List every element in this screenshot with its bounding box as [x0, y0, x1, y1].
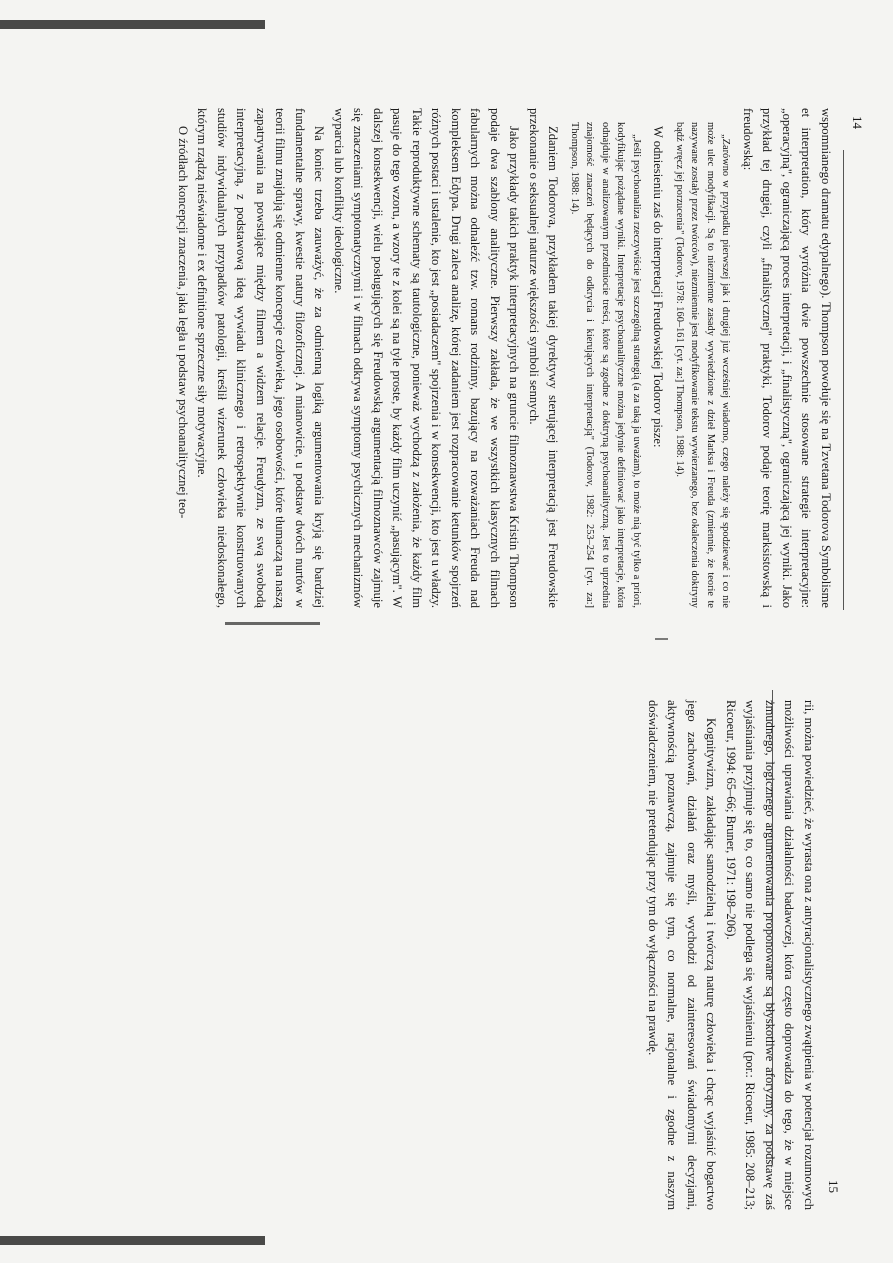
paragraph: rii, można powiedzieć, że wyrasta ona z antyracjonalistycznego zwątpienia w potencjał rozumowych możliwości uprawiania działalności badawczej, która często doprowadza do tego, że w miejsce żmudnego, logicznego argumentowania proponowane są błyskotliwe aforyzmy, za podstawę zaś wyjaśniania przyjmuje się to, co samo nie podlega się wyjaśnieniu (por.: Ricoeur, 1985: 208–213; Ricoeur, 1994: 65–66; Bruner, 1971: 198–206). [724, 700, 816, 1210]
paragraph: Na koniec trzeba zauważyć, że za odmienną logiką argumentowania kryją się bardziej fundamentalne sprawy, kwestie natury filozoficznej. A mianowicie, u podstaw dwóch nurtów w teorii filmu znajdują się odmienne koncepcje człowieka, jego osobowości, które tłumaczą na naszą zapatrywania na powstające między filmem a widzem relacje. Freudyzm, ze swą swobodą interpretacyjną, z podstawową ideą wywiadu klinicznego i retrospektywnie konstruowanych studiów indywidualnych przypadków patologii, kreślił wizerunek człowieka niedoskonałego, którym rządzą nieświadome i ex definitione sprzeczne siły motywacyjne. [195, 108, 327, 608]
header-rule-left [843, 150, 844, 610]
left-page-text [65, 108, 835, 608]
paragraph: Jako przykłady takich praktyk interpretacyjnych na gruncie filmoznawstwa Kristin Thompson podaje dwa szablony analityczne. Pierwszy zakłada, że we wszystkich klasycznych filmach fabularnych można odnaleźć tzw. romans rodzinny, bazujący na rozważaniach Freuda nad kompleksem Edypa. Drugi zaleca analizę, której zadaniem jest rozpracowanie ketunków spojrzeń różnych postaci i ustalenie, kto jest „posiadaczem" spojrzenia i w konsekwencji, kto jest u władzy. Takie reproduktywne schematy są tautologiczne, ponieważ wychodzą z założenia, że każdy film pasuje do tego wzoru, a wzory te z kolei są na tyle proste, by każdy film uczynić „pasującym". W dalszej konsekwencji, wielu posługujących się Freudowską argumentacją filmoznawców zajmuje się znaczeniami symptomatycznymi i w filmach odkrywa symptomy psychicznych mechanizmów wyparcia lub konflikty ideologiczne. [332, 108, 522, 608]
paragraph: Zdaniem Todorova, przykładem takiej dyrektywy sterującej interpretacją jest Freudowskie przekonanie o seksualnej naturze większości symboli sennych. [527, 108, 561, 608]
block-quote: „Zarówno w przypadku pierwszej jak i drugiej już wcześniej wiadomo, czego należy się spodziewać i co nie może ulec modyfikacji. Są to niezmienne zasady wywiedzione z dzieł Marksa i Freuda (zmiennie, że teorie te nazywane zostały przez twórców), niezmiennie jest modyfikowanie tekstu wywierzanego, bez okaleczenia doktryny bądź wręcz jej porzucenia" (Todorov, 1978: 160–161 [cyt. za:] Thompson, 1988: 14). [674, 122, 732, 608]
page-number-right: 15 [826, 1180, 841, 1193]
paragraph: O źródłach koncepcji znaczenia, jaka legła u podstaw psychoanalitycznej teo- [176, 126, 190, 519]
paragraph: W odniesieniu zaś do interpretacji Freudowskiej Todorov pisze: [651, 126, 666, 448]
paragraph: wspomnianego dramatu edypalnego). Thompson powołuje się na Tzvetana Todorova Symbolisme et interpretation, który wyróżnia dwie powszechnie stosowane strategie interpretacyjne: „operacyjną", ograniczającą proces interpretacji, i „finalistyczną", ograniczającą jej wyniki. Jako przykład tej drugiej, czyli „finalistycznej" praktyki, Todorov podaje teorię marksistowską i freudowską: [741, 108, 833, 608]
right-page-text [618, 700, 818, 1210]
paragraph: Kognitywizm, zakładając samodzielną i twórczą naturę człowieka i chcąc wyjaśnić bogactwo jego zachowań, działań oraz myśli, wychodzi od zainteresowań świadomymi decyzjami, aktywnością poznawczą, zajmuje się tym, co normalne, racjonalne i zgodne z naszym doświadczeniem, nie pretendując przy tym do wyłączności na prawdę. [646, 700, 719, 1210]
block-quote: „Jeśli psychoanaliza rzeczywiście jest szczególną strategią (a za taką ja uważam), to może nią być tylko a priori, kodyfikując pożądane wyniki. Interpretacje psychoanalityczne można jedynie definiować jako interpretacje, która odnajduje w analizowanym przedmiocie treści, które są zgodne z doktryną psychoanalityczną. Jest to uprzednia znajomość znaczeń będących do odkrycia i kierujących interpretacją" (Todorov, 1982: 253–254 [cyt. za:] Thompson, 1988: 14). [569, 122, 642, 608]
page-number-left: 14 [850, 116, 865, 129]
